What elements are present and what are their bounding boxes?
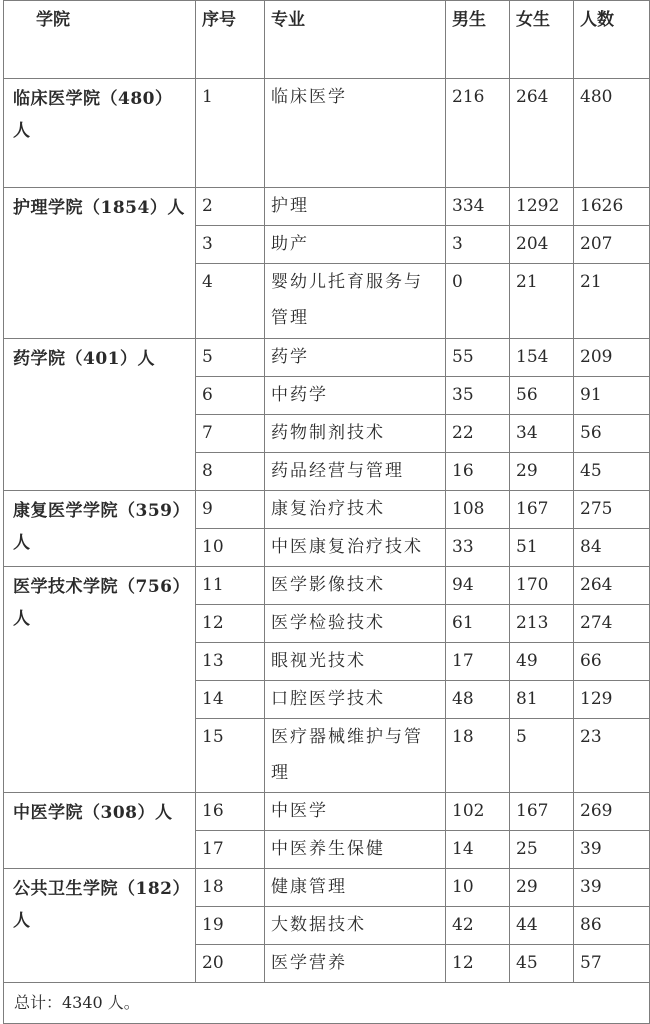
female-cell: 45 [510,945,574,983]
total-cell: 84 [574,529,650,567]
male-cell: 42 [446,907,510,945]
seq-cell: 1 [196,79,265,188]
major-cell: 护理 [265,188,446,226]
female-cell: 167 [510,793,574,831]
seq-cell: 8 [196,453,265,491]
seq-cell: 10 [196,529,265,567]
female-cell: 204 [510,226,574,264]
header-major: 专业 [265,1,446,79]
college-cell: 临床医学院（480）人 [4,79,196,188]
female-cell: 264 [510,79,574,188]
major-cell: 中药学 [265,377,446,415]
total-cell: 91 [574,377,650,415]
major-cell: 婴幼儿托育服务与管理 [265,264,446,339]
female-cell: 44 [510,907,574,945]
header-college: 学院 [4,1,196,79]
female-cell: 51 [510,529,574,567]
female-cell: 167 [510,491,574,529]
seq-cell: 3 [196,226,265,264]
female-cell: 1292 [510,188,574,226]
major-cell: 助产 [265,226,446,264]
college-cell: 护理学院（1854）人 [4,188,196,339]
table-row [4,491,650,529]
seq-cell: 20 [196,945,265,983]
total-cell: 209 [574,339,650,377]
seq-cell: 14 [196,681,265,719]
total-cell: 23 [574,719,650,793]
major-cell: 医学影像技术 [265,567,446,605]
seq-cell: 11 [196,567,265,605]
table-row [4,79,650,188]
major-cell: 医学营养 [265,945,446,983]
major-cell: 医学检验技术 [265,605,446,643]
college-cell: 公共卫生学院（182）人 [4,869,196,983]
footer-row [4,983,650,1024]
male-cell: 55 [446,339,510,377]
major-cell: 医疗器械维护与管理 [265,719,446,793]
male-cell: 108 [446,491,510,529]
female-cell: 213 [510,605,574,643]
female-cell: 49 [510,643,574,681]
female-cell: 56 [510,377,574,415]
header-female: 女生 [510,1,574,79]
male-cell: 14 [446,831,510,869]
college-cell: 药学院（401）人 [4,339,196,491]
male-cell: 10 [446,869,510,907]
male-cell: 102 [446,793,510,831]
male-cell: 33 [446,529,510,567]
total-cell: 45 [574,453,650,491]
enrollment-table [3,0,650,1024]
male-cell: 22 [446,415,510,453]
seq-cell: 17 [196,831,265,869]
table-row [4,869,650,907]
female-cell: 34 [510,415,574,453]
seq-cell: 7 [196,415,265,453]
total-cell: 269 [574,793,650,831]
seq-cell: 18 [196,869,265,907]
male-cell: 17 [446,643,510,681]
major-cell: 药品经营与管理 [265,453,446,491]
total-cell: 264 [574,567,650,605]
major-cell: 药物制剂技术 [265,415,446,453]
major-cell: 健康管理 [265,869,446,907]
total-cell: 21 [574,264,650,339]
female-cell: 25 [510,831,574,869]
major-cell: 中医养生保健 [265,831,446,869]
seq-cell: 2 [196,188,265,226]
major-cell: 临床医学 [265,79,446,188]
table-row [4,793,650,831]
major-cell: 眼视光技术 [265,643,446,681]
college-cell: 中医学院（308）人 [4,793,196,869]
female-cell: 29 [510,453,574,491]
total-cell: 275 [574,491,650,529]
major-cell: 药学 [265,339,446,377]
major-cell: 中医康复治疗技术 [265,529,446,567]
seq-cell: 12 [196,605,265,643]
major-cell: 中医学 [265,793,446,831]
female-cell: 21 [510,264,574,339]
total-cell: 86 [574,907,650,945]
total-cell: 129 [574,681,650,719]
male-cell: 0 [446,264,510,339]
male-cell: 216 [446,79,510,188]
seq-cell: 15 [196,719,265,793]
male-cell: 334 [446,188,510,226]
major-cell: 康复治疗技术 [265,491,446,529]
female-cell: 154 [510,339,574,377]
seq-cell: 13 [196,643,265,681]
female-cell: 5 [510,719,574,793]
female-cell: 81 [510,681,574,719]
male-cell: 48 [446,681,510,719]
major-cell: 口腔医学技术 [265,681,446,719]
male-cell: 35 [446,377,510,415]
total-cell: 39 [574,869,650,907]
college-cell: 医学技术学院（756）人 [4,567,196,793]
college-cell: 康复医学学院（359）人 [4,491,196,567]
seq-cell: 16 [196,793,265,831]
female-cell: 170 [510,567,574,605]
male-cell: 12 [446,945,510,983]
male-cell: 61 [446,605,510,643]
header-row [4,1,650,79]
header-total: 人数 [574,1,650,79]
table-row [4,188,650,226]
major-cell: 大数据技术 [265,907,446,945]
seq-cell: 9 [196,491,265,529]
seq-cell: 6 [196,377,265,415]
seq-cell: 5 [196,339,265,377]
table-row [4,339,650,377]
grand-total: 总计：4340 人。 [4,983,650,1024]
female-cell: 29 [510,869,574,907]
seq-cell: 19 [196,907,265,945]
total-cell: 56 [574,415,650,453]
male-cell: 3 [446,226,510,264]
total-cell: 480 [574,79,650,188]
male-cell: 16 [446,453,510,491]
total-cell: 66 [574,643,650,681]
total-cell: 274 [574,605,650,643]
total-cell: 57 [574,945,650,983]
header-seq: 序号 [196,1,265,79]
total-cell: 207 [574,226,650,264]
male-cell: 18 [446,719,510,793]
total-cell: 1626 [574,188,650,226]
table-row [4,567,650,605]
total-cell: 39 [574,831,650,869]
header-male: 男生 [446,1,510,79]
male-cell: 94 [446,567,510,605]
seq-cell: 4 [196,264,265,339]
